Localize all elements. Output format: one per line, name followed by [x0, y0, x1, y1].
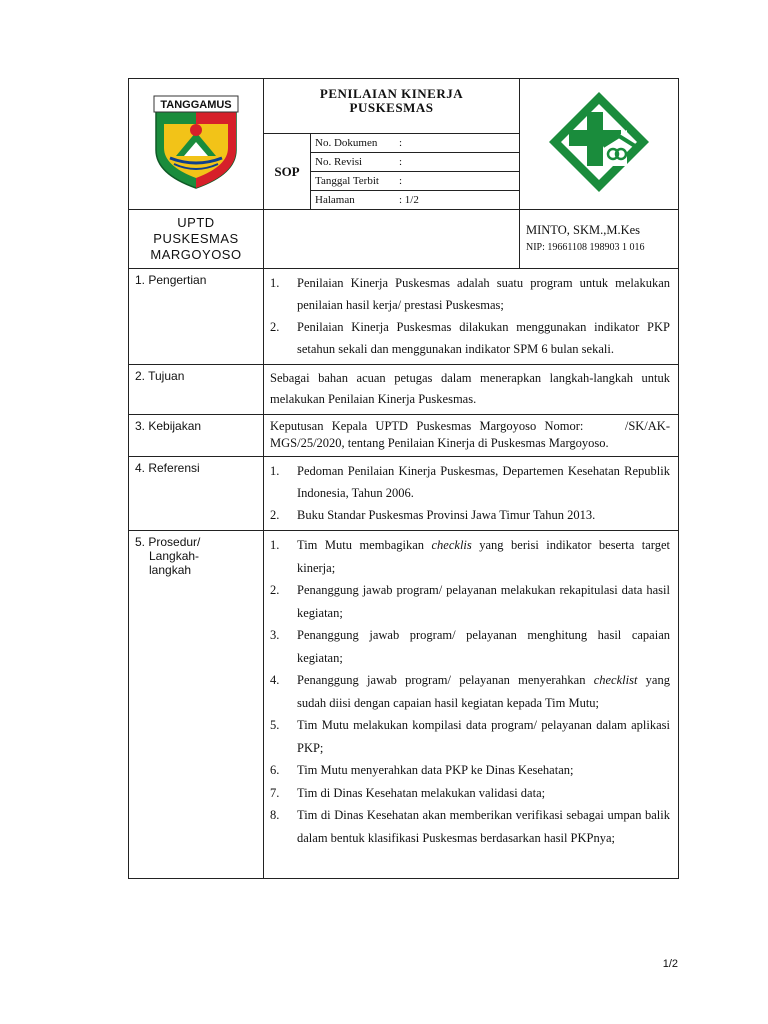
list-item: 1. Penilaian Kinerja Puskesmas adalah suatu program untuk melakukan penilaian hasil kerja/ prestasi Puskesmas;: [270, 276, 670, 312]
list-item: 6. Tim Mutu menyerahkan data PKP ke Dinas Kesehatan;: [270, 763, 574, 777]
section-prosedur: [264, 531, 679, 879]
section-referensi: [264, 457, 679, 531]
title-line-2: PUSKESMAS: [349, 100, 434, 115]
list-item: 4. Penanggung jawab program/ pelayanan menyerahkan checklist yang sudah diisi dengan capaian hasil kegiatan kepada Tim Mutu;: [270, 673, 670, 710]
puskesmas-logo-cell: [520, 79, 679, 210]
meta-halaman: Halaman : 1/2: [315, 194, 419, 206]
list-item: 7. Tim di Dinas Kesehatan melakukan validasi data;: [270, 785, 546, 800]
title-line-1: PENILAIAN KINERJA: [319, 86, 464, 101]
tanggamus-emblem-icon: [150, 94, 242, 190]
list-item: 2. Penilaian Kinerja Puskesmas dilakukan menggunakan indikator PKP setahun sekali dan menggunakan indikator SPM 6 bulan sekali.: [270, 320, 670, 356]
tanggamus-logo-cell: [129, 79, 264, 210]
signer: [520, 210, 679, 269]
section-pengertian: [264, 269, 679, 365]
unit-name: UPTD PUSKESMAS MARGOYOSO: [129, 210, 264, 269]
meta-revisi: No. Revisi :: [311, 153, 519, 172]
section-label-tujuan: 2. Tujuan: [129, 365, 264, 415]
meta-tanggal: Tanggal Terbit :: [311, 172, 519, 191]
signature-space: [264, 210, 520, 269]
meta-dokumen: No. Dokumen :: [311, 134, 519, 153]
section-label-kebijakan: 3. Kebijakan: [129, 415, 264, 457]
list-item: 1. Pedoman Penilaian Kinerja Puskesmas, Departemen Kesehatan Republik Indonesia, Tahun 2006.: [270, 464, 670, 500]
section-label-prosedur: 5. Prosedur/ Langkah- langkah: [129, 531, 264, 879]
puskesmas-logo-icon: [547, 90, 651, 194]
logo-text: TANGGAMUS: [160, 98, 232, 111]
list-item: 2. Penanggung jawab program/ pelayanan melakukan rekapitulasi data hasil kegiatan;: [270, 583, 670, 620]
page-number: 1/2: [662, 958, 678, 970]
list-item: 1. Tim Mutu membagikan checklis yang berisi indikator beserta target kinerja;: [270, 538, 670, 575]
section-tujuan: Sebagai bahan acuan petugas dalam menerapkan langkah-langkah untuk melakukan Penilaian Kinerja Puskesmas.: [264, 365, 679, 415]
sop-table: [128, 78, 679, 879]
list-item: 8. Tim di Dinas Kesehatan akan memberikan verifikasi sebagai umpan balik dalam bentuk klasifikasi Puskesmas berdasarkan hasil PKPnya;: [270, 808, 670, 845]
section-label-pengertian: 1. Pengertian: [129, 269, 264, 365]
document-meta: [311, 134, 520, 210]
list-item: 2. Buku Standar Puskesmas Provinsi Jawa Timur Tahun 2013.: [270, 508, 596, 522]
sop-label: SOP: [264, 134, 311, 210]
section-label-referensi: 4. Referensi: [129, 457, 264, 531]
signer-name: MINTO, SKM.,M.Kes: [526, 223, 641, 237]
section-kebijakan: Keputusan Kepala UPTD Puskesmas Margoyoso Nomor: /SK/AK-MGS/25/2020, tentang Penilaian Kinerja di Puskesmas Margoyoso.: [264, 415, 679, 457]
list-item: 3. Penanggung jawab program/ pelayanan menghitung hasil capaian kegiatan;: [270, 628, 670, 665]
document-title: [264, 79, 520, 134]
list-item: 5. Tim Mutu melakukan kompilasi data program/ pelayanan dalam aplikasi PKP;: [270, 718, 670, 755]
sop-document: [128, 78, 678, 879]
signer-nip: NIP: 19661108 198903 1 016: [526, 242, 645, 253]
